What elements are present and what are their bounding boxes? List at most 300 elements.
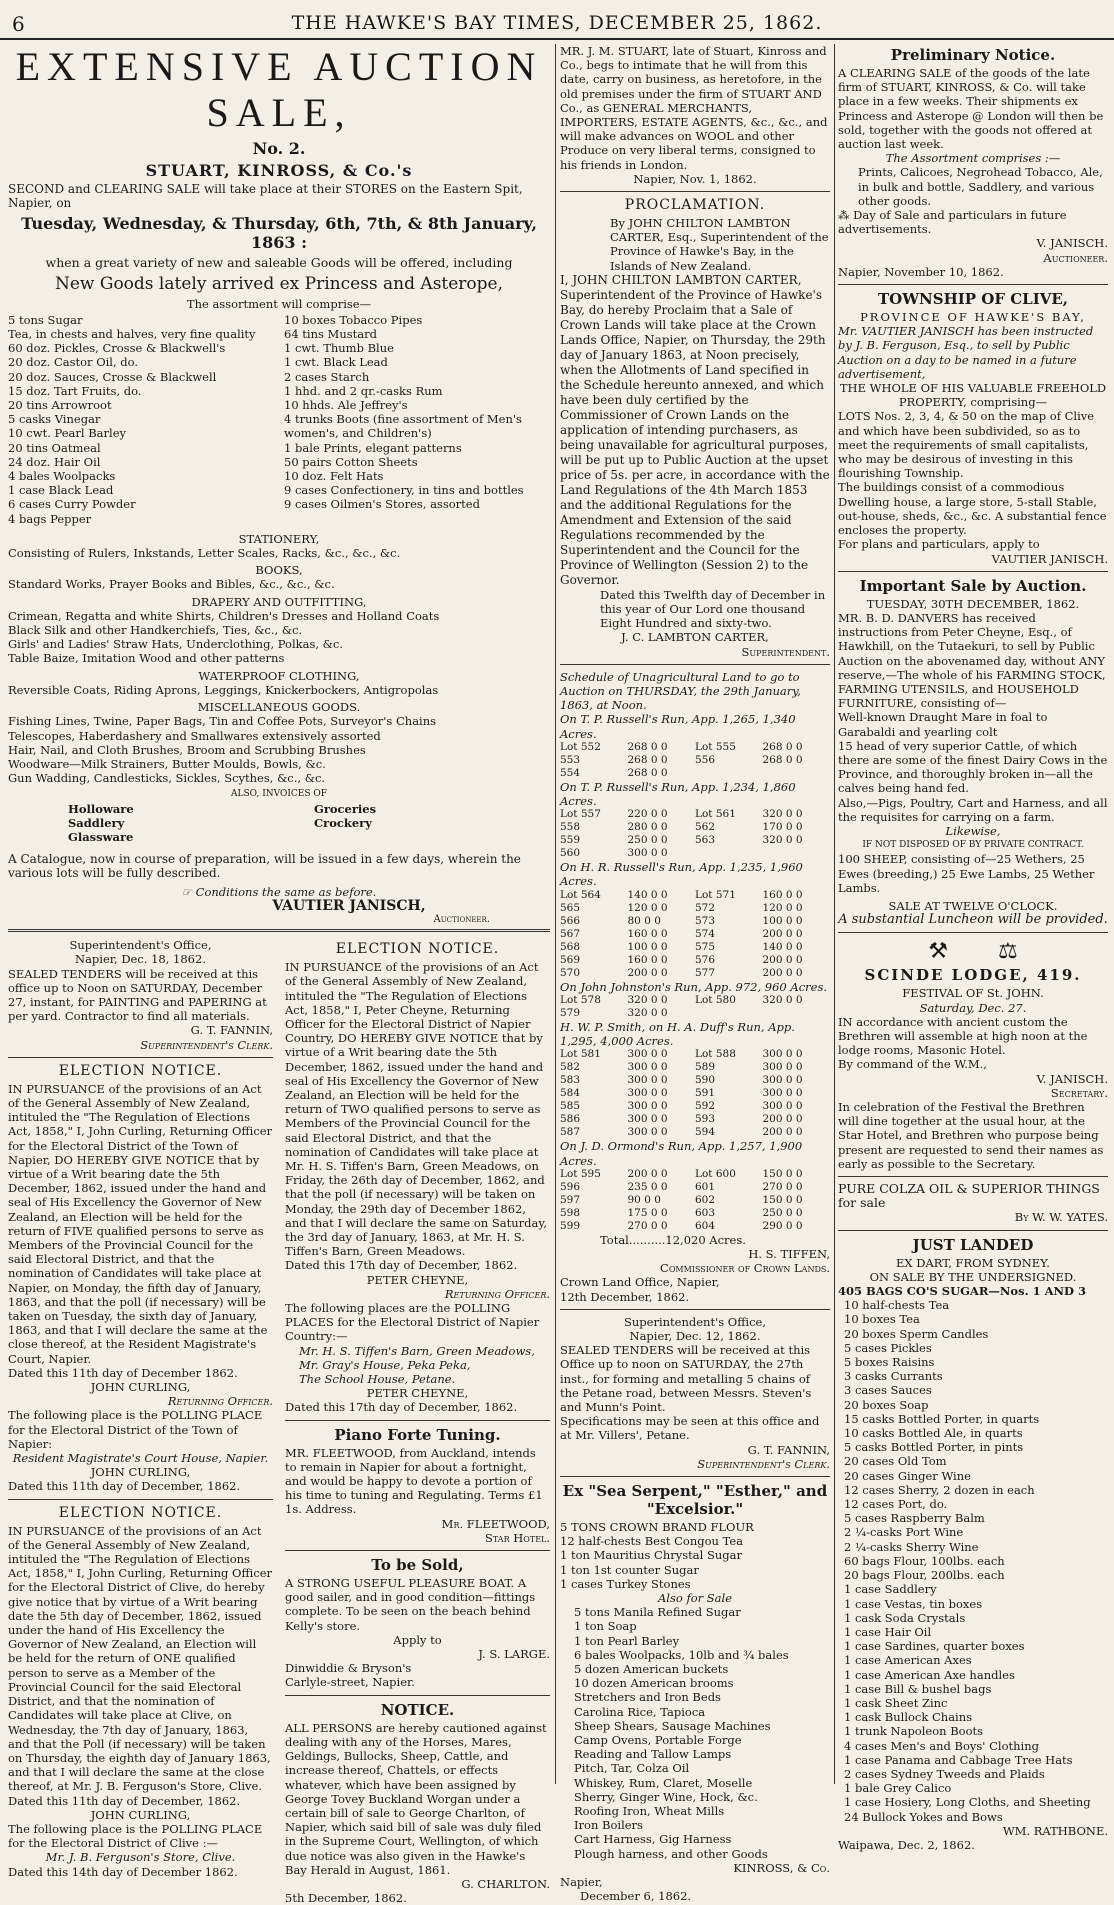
lot-cell: 150 0 0 [762,1193,803,1206]
lodge-role: Secretary. [1050,1085,1108,1100]
election2-sign: JOHN CURLING, [90,1807,191,1822]
boat-advert [285,1556,550,1690]
important-items [838,710,1108,824]
clive-body: LOTS Nos. 2, 3, 4, & 50 on the map of Clive and which have been subdivided, so as to meet the requirements of small capitalists, who may be desirous of investing in this flourishing Township. [838,409,1095,481]
tenders1-date: Napier, Dec. 18, 1862. [75,952,206,967]
lot-cell: 200 0 0 [627,1167,668,1180]
list-item: 10 dozen American brooms [574,1676,734,1691]
prelim-assort: The Assortment comprises :— [885,151,1061,166]
important-body: MR. B. D. DANVERS has received instructions from Peter Cheyne, Esq., of Hawkhill, on the Tutaekuri, to sell by Public Auction on the abovenamed day, without ANY reserve,—The whole of his FARMING STOCK, FARMING UTENSILS, and HOUSEHOLD FURNITURE, consisting of— [838,610,1106,711]
section-heading: DRAPERY AND OUTFITTING, [191,594,367,609]
list-item: Crockery [314,815,372,830]
list-item: 1 trunk Napoleon Boots [844,1724,984,1739]
auction-dates: Tuesday, Wednesday, & Thursday, 6th, 7th, & 8th January, 1863 : [21,214,537,253]
prelim-date: Napier, November 10, 1862. [838,264,1004,279]
list-item: 9 cases Confectionery, in tins and bottles [284,483,524,498]
asterism-icon: ⁂ [838,208,854,223]
list-item: Carolina Rice, Tapioca [574,1704,706,1719]
lot-cell: 320 0 0 [627,1006,668,1019]
lot-cell [695,847,763,860]
lot-cell: 558 [560,821,581,834]
lodge-title: SCINDE LODGE, 419. [864,966,1082,985]
divider [8,1057,273,1058]
lot-cell: 160 0 0 [627,953,668,966]
tenders1-sign: G. T. FANNIN, [190,1023,273,1038]
tenders-road [560,1315,830,1471]
divider [838,284,1108,285]
proclamation [560,197,830,1304]
lot-cell: 577 [695,966,716,979]
list-item: 15 doz. Tart Fruits, do. [8,383,142,398]
important-private: IF NOT DISPOSED OF BY PRIVATE CONTRACT. [862,840,1084,851]
serpent-place: Napier, [560,1875,603,1890]
list-item: 64 tins Mustard [284,327,377,342]
lot-cell: Lot 564 [560,888,601,901]
list-item: 1 ton Soap [574,1619,637,1634]
list-item: 4 cases Men's and Boys' Clothing [844,1738,1039,1753]
column-1-lower [8,938,550,1905]
lot-cell: 300 0 0 [627,847,668,860]
list-item: 5 boxes Raisins [844,1355,935,1370]
lot-cell: 320 0 0 [762,808,803,821]
important-sheep: 100 SHEEP, consisting of—25 Wethers, 25 Ewes (breeding,) 25 Ewe Lambs, 25 Wether Lambs. [838,852,1095,895]
list-item: 20 cases Old Tom [844,1454,947,1469]
lot-cell: 560 [560,847,581,860]
proclamation-title: PROCLAMATION. [624,197,766,214]
lot-cell: 90 0 0 [627,1193,661,1206]
section-body: Fishing Lines, Twine, Paper Bags, Tin and Coffee Pots, Surveyor's Chains Telescopes, Haberdashery and Smallwares extensively assorted Hair, Nail, and Cloth Brushes, Broom and Scrubbing Brushes Woodware—Milk Strainers, Butter Moulds, Bowls, &c. Gun Wadding, Candlesticks, Sickles, Scythes, &c., &c. [8,714,437,786]
prelim-role: Auctioneer. [1043,250,1108,265]
tenders-painting [8,938,273,1052]
lot-row [560,928,830,941]
important-title: Important Sale by Auction. [859,576,1087,595]
lodge-sign: V. JANISCH. [1036,1071,1108,1086]
run-heading: On T. P. Russell's Run, App. 1,234, 1,860 Acres. [560,779,796,809]
lot-cell [763,847,831,860]
lot-cell: 268 0 0 [627,740,668,753]
caution-notice [285,1701,550,1905]
lodge-body: IN accordance with ancient custom the Brethren will assemble at high noon at the lodge rooms, Masonic Hotel. [838,1014,1088,1058]
lot-cell: 597 [560,1193,581,1206]
lodge-command: By command of the W.M., [838,1057,987,1072]
lot-cell: 570 [560,966,581,979]
election-clive [8,1505,273,1879]
election1-sign2: JOHN CURLING, [90,1465,191,1480]
election3-places-note: The following places are the POLLING PLACES for the Electoral District of Napier Country:— [285,1301,540,1344]
lot-row [560,767,830,780]
tenders1-body: SEALED TENDERS will be received at this office up to Noon on SATURDAY, December 27, instant, for PAINTING and PAPERING at per yard. Contractor to find all materials. [8,966,267,1024]
lot-cell: 300 0 0 [627,1126,668,1139]
list-item: 5 TONS CROWN BRAND FLOUR [560,1519,754,1534]
lot-cell: 584 [560,1087,581,1100]
column-1a [8,938,273,1905]
list-item: Stretchers and Iron Beds [574,1690,721,1705]
list-item: 1 case American Axe handles [844,1667,1015,1682]
list-item: 20 cases Ginger Wine [844,1468,971,1483]
invoice-left [8,802,304,845]
auction-items-right [284,313,550,526]
list-item: 20 tins Oatmeal [8,440,101,455]
prelim-note [838,208,1108,236]
page-number: 6 [12,12,25,36]
proclamation-dated: Dated this Twelfth day of December in this year of Our Lord one thousand Eight Hundred and sixty-two. [600,587,826,631]
lot-cell: 100 0 0 [762,914,803,927]
column-rule [555,44,556,1784]
lot-cell: 598 [560,1206,581,1219]
auction-title: EXTENSIVE AUCTION SALE, [15,44,543,135]
lot-cell: 270 0 0 [627,1219,668,1232]
lot-cell: Lot 552 [560,740,601,753]
stuart-notice [560,44,830,186]
divider [285,1420,550,1421]
divider [838,571,1108,572]
divider [838,1230,1108,1231]
prelim-sign: V. JANISCH. [1036,236,1108,251]
clive-title: TOWNSHIP OF CLIVE, [877,290,1069,309]
lodge-festival: FESTIVAL OF St. JOHN. [902,986,1044,1001]
list-item: 1 cask Soda Crystals [844,1610,966,1625]
lot-cell: 556 [695,753,716,766]
serpent-date: December 6, 1862. [580,1889,692,1904]
lot-cell: 565 [560,901,581,914]
divider [838,1176,1108,1177]
list-item: 24 doz. Hair Oil [8,454,101,469]
lot-cell: 604 [695,1219,716,1232]
tenders1-head: Superintendent's Office, [69,938,212,953]
piano-title: Piano Forte Tuning. [334,1425,501,1444]
lot-cell: 200 0 0 [762,953,803,966]
section-heading: WATERPROOF CLOTHING, [198,668,360,683]
tenders2-role: Superintendent's Clerk. [697,1456,830,1471]
list-item: 10 cwt. Pearl Barley [8,426,127,441]
invoice-list [8,802,550,845]
proclamation-by: By JOHN CHILTON LAMBTON CARTER, Esq., Superintendent of the Province of Hawke's Bay, in the Islands of New Zealand. [610,216,829,273]
list-item: 2 ¼-casks Port Wine [844,1525,964,1540]
tenders2-spec: Specifications may be seen at this office and at Mr. Villers', Petane. [560,1414,820,1443]
list-item: 1 cwt. Black Lead [284,355,388,370]
proclamation-body: I, JOHN CHILTON LAMBTON CARTER, Superintendent of the Province of Hawke's Bay, do hereby Proclaim that a Sale of Crown Lands will take place at the Crown Lands Office, Napier, on Thursday, the 29th day of January 1863, at Noon precisely, when the Allotments of Land specified in the Schedule hereunto annexed, and which have been duly certified by the Commissioner of Crown Lands on the application of intending purchasers, as being unavailable for agricultural purposes, will be put up to Public Auction at the upset price of 5s. per acre, in accordance with the Land Regulations of the 4th March 1853 and the additional Regulations for the Amendment and Extension of the said Regulations recommended by the Superintendent and the Council for the Province of Wellington (Session 2) to the Governor. [560,272,830,587]
lot-cell: 250 0 0 [627,834,668,847]
list-item: Plough harness, and other Goods [574,1846,768,1861]
divider [285,1550,550,1551]
divider [8,1499,273,1500]
just-landed-advert [838,1236,1108,1853]
lot-row [560,808,830,821]
lot-row [560,1113,830,1126]
list-item: 5 tons Manila Refined Sugar [574,1605,741,1620]
lot-cell: 572 [695,901,716,914]
list-item: 12 cases Sherry, 2 dozen in each [844,1482,1035,1497]
lot-cell: 601 [695,1180,716,1193]
divider [560,191,830,192]
lot-cell: 566 [560,914,581,927]
list-item: 6 cases Curry Powder [8,497,136,512]
lot-cell: 100 0 0 [627,940,668,953]
lot-row [560,1048,830,1061]
list-item: 1 case Sardines, quarter boxes [844,1639,1025,1654]
clive-sub: PROVINCE OF HAWKE'S BAY, [860,310,1086,325]
list-item: 1 case Bill & bushel bags [844,1681,992,1696]
prelim-note-text: Day of Sale and particulars in future advertisements. [838,208,1067,237]
list-item: Roofing Iron, Wheat Mills [574,1804,725,1819]
column-1 [8,44,550,1905]
column-1b [285,938,550,1905]
list-item: Reading and Tallow Lamps [574,1747,732,1762]
lot-row [560,915,830,928]
lodge-notice [838,939,1108,1171]
lot-cell: 585 [560,1100,581,1113]
section-heading: BOOKS, [255,563,303,578]
election3-sign: PETER CHEYNE, [366,1272,469,1287]
list-item: 4 trunks Boots (fine assortment of Men's women's, and Children's) [284,412,522,441]
landed-date: Waipawa, Dec. 2, 1862. [838,1837,975,1852]
list-item: Whiskey, Rum, Claret, Moselle [574,1775,753,1790]
election1-dated: Dated this 11th day of December 1862. [8,1365,238,1380]
lot-cell: 567 [560,927,581,940]
lot-cell: 594 [695,1126,716,1139]
lot-cell: 300 0 0 [627,1061,668,1074]
list-item: 10 boxes Tea [844,1312,920,1327]
lot-cell: 200 0 0 [627,966,668,979]
stuart-body: MR. J. M. STUART, late of Stuart, Kinross and Co., begs to intimate that he will from this date, carry on business, as heretofore, in the old premises under the firm of STUART AND Co., as GENERAL MERCHANTS, IMPORTERS, ESTATE AGENTS, &c., &c., and will make advances on WOOL and other Produce on very liberal terms, consigned to his friends in London. [560,44,828,172]
lot-cell: 320 0 0 [762,834,803,847]
lot-cell: Lot 557 [560,808,601,821]
invoice-right [314,802,550,845]
auctioneer-name: VAUTIER JANISCH, [272,897,426,914]
piano-sign: Mr. FLEETWOOD, [441,1516,550,1531]
lodge-day: Saturday, Dec. 27. [919,1000,1027,1015]
lot-cell: 576 [695,953,716,966]
proclamation-role: Superintendent. [741,644,830,659]
schedule-total: Total..........12,020 Acres. [600,1232,746,1247]
auction-when: when a great variety of new and saleable Goods will be offered, including [45,255,513,271]
run-heading: On T. P. Russell's Run, App. 1,265, 1,340 Acres. [560,712,796,741]
important-lunch: A substantial Luncheon will be provided. [838,912,1108,928]
commissioner-sign: H. S. TIFFEN, [748,1246,830,1261]
lot-cell: 591 [695,1087,716,1100]
run-heading: On John Johnston's Run, App. 972, 960 Acres. [560,979,828,994]
lot-cell: Lot 600 [695,1167,736,1180]
lot-cell: 554 [560,766,581,779]
list-item: Well-known Draught Mare in foal to Garabaldi and yearling colt [838,710,1048,739]
election1-sign: JOHN CURLING, [90,1380,191,1395]
lot-row [560,941,830,954]
notice-title: NOTICE. [380,1700,455,1719]
lot-cell: 280 0 0 [627,821,668,834]
divider [285,1695,550,1696]
lot-cell: 250 0 0 [762,1206,803,1219]
lot-cell: 120 0 0 [627,901,668,914]
lot-cell: 320 0 0 [627,993,668,1006]
auction-firm: STUART, KINROSS, & Co.'s [145,161,413,180]
list-item: Glassware [68,829,134,844]
lot-cell: 300 0 0 [627,1048,668,1061]
lot-row [560,1074,830,1087]
prelim-items: Prints, Calicoes, Negrohead Tobacco, Ale, in bulk and bottle, Saddlery, and various other goods. [858,165,1103,208]
lot-cell: 300 0 0 [627,1074,668,1087]
tenders1-role: Superintendent's Clerk. [140,1037,273,1052]
tenders2-date: Napier, Dec. 12, 1862. [629,1328,761,1343]
election-napier-country [285,941,550,1415]
election3-places: Mr. H. S. Tiffen's Barn, Green Meadows, Mr. Gray's House, Peka Peka, The School House, Petane. [299,1343,535,1387]
serpent-also: Also for Sale [657,1590,732,1605]
election3-title: ELECTION NOTICE. [335,941,500,958]
lot-cell: 175 0 0 [627,1206,668,1219]
lot-cell: 200 0 0 [762,966,803,979]
election2-body: IN PURSUANCE of the provisions of an Act of the General Assembly of New Zealand, intituled the "The Regulation of Elections Act, 1858," I, John Curling, Returning Officer for the Electoral District of Clive, do hereby give notice that by virtue of a Writ bearing date the 5th day of December, 1862, issued under the hand of His Excellency the Governor of New Zealand, an Election will be held for the return of ONE qualified person to serve as a Member of the Provincial Council for the said Electoral District, and that the nomination of Candidates will take place at Clive, on Wednesday, the 7th day of January, 1863, and that the Poll (if necessary) will be taken on Thursday, the eighth day of January 1863, and that I will declare the same at the close thereof, at Mr. J. B. Ferguson's Store, Clive. [8,1523,273,1794]
lot-cell: 320 0 0 [762,993,803,1006]
lot-row [560,821,830,834]
lot-cell: 268 0 0 [762,740,803,753]
list-item: Camp Ovens, Portable Forge [574,1733,742,1747]
piano-body: MR. FLEETWOOD, from Auckland, intends to remain in Napier for about a fortnight, and would be happy to devote a portion of his time to tuning and Regulating. Terms £1 1s. Address. [285,1445,543,1517]
column-3 [838,44,1108,1852]
list-item: 20 bags Flour, 200lbs. each [844,1568,1005,1583]
list-item: 10 half-chests Tea [844,1298,950,1313]
lot-cell [695,1007,763,1020]
lot-cell: 300 0 0 [762,1061,803,1074]
list-item: 10 hhds. Ale Jeffrey's [284,398,408,413]
lot-row [560,954,830,967]
boat-title: To be Sold, [371,1556,464,1575]
lot-cell: 553 [560,753,581,766]
list-item: Tea, in chests and halves, very fine quality [8,327,256,342]
auctioneer-title: Auctioneer. [433,913,490,925]
section-heading: MISCELLANEOUS GOODS. [197,700,361,715]
lot-row [560,889,830,902]
serpent-title: Ex "Sea Serpent," "Esther," and "Excelsior." [562,1481,828,1518]
stuart-date: Napier, Nov. 1, 1862. [633,171,757,186]
sea-serpent-advert [560,1482,830,1903]
notice-body: ALL PERSONS are hereby cautioned against dealing with any of the Horses, Mares, Geldings, Bullocks, Sheep, Cattle, and increase thereof, Chattels, or effects whatever, which have been assigned by George Tovey Buckland Worgan under a certain bill of sale to George Charlton, of Napier, which said bill of sale was duly filed in the Supreme Court, Wellington, of which due notice was also given in the Hawke's Bay Herald in August, 1861. [285,1720,547,1877]
list-item: Holloware [68,801,134,816]
list-item: 1 ton Mauritius Chrystal Sugar [560,1548,742,1563]
lot-cell: 574 [695,927,716,940]
landed-onsale: ON SALE BY THE UNDERSIGNED. [869,1269,1077,1284]
lot-cell: 569 [560,953,581,966]
lot-cell: 160 0 0 [627,927,668,940]
lot-row [560,834,830,847]
clive-sign: VAUTIER JANISCH. [991,551,1108,566]
lot-cell: 593 [695,1113,716,1126]
run-heading: On J. D. Ormond's Run, App. 1,257, 1,900 Acres. [560,1139,803,1168]
list-item: 1 case Panama and Cabbage Tree Hats [844,1752,1073,1767]
lot-cell: Lot 595 [560,1167,601,1180]
section-body: Standard Works, Prayer Books and Bibles, &c., &c., &c. [8,577,335,592]
lot-cell: 579 [560,1006,581,1019]
list-item: 5 dozen American buckets [574,1661,729,1676]
lot-row [560,1168,830,1181]
divider [560,664,830,665]
list-item: 24 Bullock Yokes and Bows [844,1809,1003,1824]
auction-advert [8,44,550,927]
lot-row [560,902,830,915]
landed-title: JUST LANDED [912,1235,1034,1254]
proclamation-sign: J. C. LAMBTON CARTER, [621,630,769,645]
list-item: 10 boxes Tobacco Pipes [284,312,423,327]
auction-intro: SECOND and CLEARING SALE will take place at their STORES on the Eastern Spit, Napier, on [8,182,523,211]
lot-cell: 583 [560,1074,581,1087]
list-item: 4 bags Pepper [8,511,92,526]
lot-cell: 563 [695,834,716,847]
lot-cell: 170 0 0 [762,821,803,834]
list-item: 20 doz. Castor Oil, do. [8,355,139,370]
list-item: 10 casks Bottled Ale, in quarts [844,1426,1023,1441]
lot-cell: 300 0 0 [762,1100,803,1113]
lot-cell: 140 0 0 [762,940,803,953]
clive-buildings: The buildings consist of a commodious Dwelling house, a large store, 5-stall Stable, out-house, sheds, &c., &c. A substantial fence encloses the property. [838,480,1107,538]
lot-cell: 200 0 0 [762,1126,803,1139]
list-item: 60 doz. Pickles, Crosse & Blackwell's [8,341,226,356]
lot-cell: 559 [560,834,581,847]
list-item: 1 ton 1st counter Sugar [560,1562,699,1577]
lot-cell: 587 [560,1126,581,1139]
lot-cell: 300 0 0 [627,1087,668,1100]
square-compass-icon: ⚖ [998,939,1018,965]
divider [838,932,1108,933]
notice-date: 5th December, 1862. [285,1891,407,1905]
important-time: SALE AT TWELVE O'CLOCK. [888,898,1058,913]
lot-cell: 602 [695,1193,716,1206]
lot-row [560,1220,830,1233]
election1-place: Resident Magistrate's Court House, Napier. [12,1451,269,1466]
lot-row [560,1126,830,1139]
lot-cell: Lot 571 [695,888,736,901]
list-item: 2 cases Sydney Tweeds and Plaids [844,1766,1045,1781]
lot-cell: Lot 581 [560,1048,601,1061]
lot-cell: 300 0 0 [762,1074,803,1087]
lot-row [560,994,830,1007]
lot-cell: 562 [695,821,716,834]
boat-address: Dinwiddie & Bryson's Carlyle-street, Napier. [285,1661,415,1690]
auction-item-list [8,313,550,526]
lot-cell: 599 [560,1219,581,1232]
lot-row [560,1194,830,1207]
list-item: Sheep Shears, Sausage Machines [574,1718,771,1733]
election3-sign2: PETER CHEYNE, [366,1386,469,1401]
lot-row [560,1181,830,1194]
piano-advert [285,1426,550,1545]
election-town-napier [8,1063,273,1494]
column-rule [834,44,835,1784]
election2-title: ELECTION NOTICE. [58,1504,223,1521]
column-2 [560,44,830,1903]
election1-body: IN PURSUANCE of the provisions of an Act of the General Assembly of New Zealand, intituled the "The Regulation of Elections Act, 1858," I, John Curling, Returning Officer for the Electoral District of the Town of Napier, DO HEREBY GIVE NOTICE that by virtue of a Writ bearing date the 5th December, 1862, issued under the hand and seal of His Excellency the Governor of New Zealand, an Election will be held for the return of FIVE qualified persons to serve as Members of the Provincial Council for the said Electoral District, and that the nomination of Candidates will take place at Napier, on Monday, the fifth day of January, 1863, and that the poll (if necessary) will be taken on Tuesday, the sixth day of January, 1863, and that I will declare the same at the close thereof, at the Resident Magistrate's Court, Napier. [8,1081,273,1366]
list-item: 1 case Black Lead [8,483,114,498]
lot-row [560,967,830,980]
lot-cell [763,767,831,780]
list-item: 1 cwt. Thumb Blue [284,341,394,356]
lot-cell: 268 0 0 [762,753,803,766]
list-item: 1 bale Prints, elegant patterns [284,440,462,455]
election1-place-note: The following place is the POLLING PLACE for the Electoral District of the Town of Napier: [8,1408,263,1451]
lot-cell: Lot 578 [560,993,601,1006]
list-item: 5 cases Raspberry Balm [844,1511,985,1526]
list-item: 9 cases Oilmen's Stores, assorted [284,497,480,512]
landed-sign: WM. RATHBONE. [1002,1823,1108,1838]
colza-sign: By W. W. YATES. [1014,1210,1108,1225]
list-item: Cart Harness, Gig Harness [574,1832,732,1847]
list-item: 20 boxes Sperm Candles [844,1326,989,1341]
lot-cell: 568 [560,940,581,953]
list-item: 5 casks Bottled Porter, in pints [844,1440,1024,1455]
lot-cell: Lot 555 [695,740,736,753]
section-body: Reversible Coats, Riding Aprons, Leggings, Knickerbockers, Antigropolas [8,682,439,697]
lodge-celebration: In celebration of the Festival the Brethren will dine together at the usual hour, at the Star Hotel, and Brethren who purpose being present are requested to send their names as early as possible to the Secretary. [838,1100,1104,1171]
catalogue-note: A Catalogue, now in course of preparation, will be issued in a few days, wherein the various lots will be fully described. [8,852,521,881]
lot-cell: Lot 561 [695,808,736,821]
election1-role: Returning Officer. [167,1394,273,1409]
